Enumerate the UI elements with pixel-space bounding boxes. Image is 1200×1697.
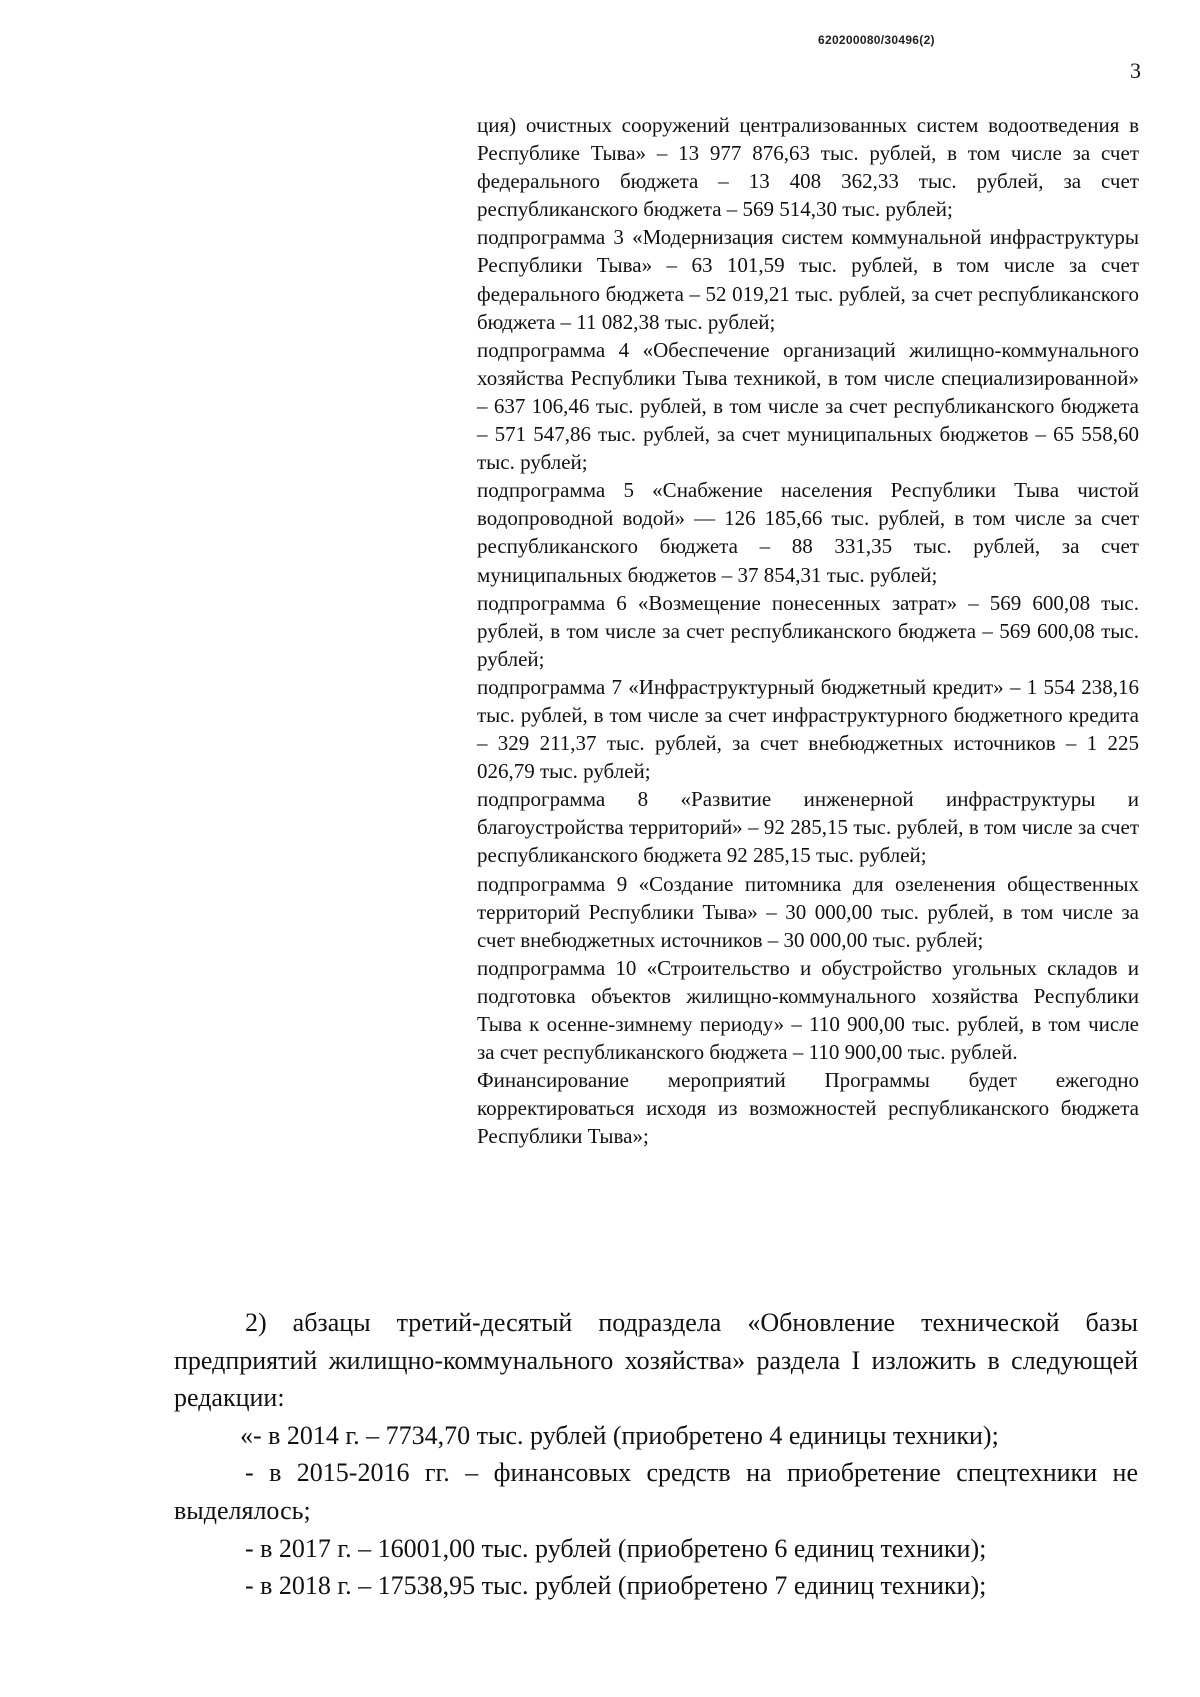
line-2018: - в 2018 г. – 17538,95 тыс. рублей (приобретено 7 единиц техники); xyxy=(245,1571,987,1601)
paragraph-subprogram-9: подпрограмма 9 «Создание питомника для озеленения общественных территорий Республики Тыва» – 30 000,00 тыс. рублей, в том числе за счет внебюджетных источников – 30 000,00 тыс. рублей; xyxy=(477,871,1139,952)
paragraph-subprogram-6: подпрограмма 6 «Возмещение понесенных затрат» – 569 600,08 тыс. рублей, в том числе за счет республиканского бюджета – 569 600,08 тыс. рублей; xyxy=(477,590,1139,671)
paragraph-subprogram-10: подпрограмма 10 «Строительство и обустройство угольных складов и подготовка объектов жилищно-коммунального хозяйства Республики Тыва к осенне-зимнему периоду» – 110 900,00 тыс. рублей, в том числе за счет республиканского бюджета – 110 900,00 тыс. рублей. xyxy=(477,955,1139,1065)
document-id: 620200080/30496(2) xyxy=(818,33,935,47)
paragraph-subprogram-2-tail: ция) очистных сооружений централизованных систем водоотведения в Республике Тыва» – 13 977 876,63 тыс. рублей, в том числе за счет федерального бюджета – 13 408 362,33 тыс. рублей, за счет республиканского бюджета – 569 514,30 тыс. рублей; xyxy=(477,113,1139,222)
amendment-block xyxy=(174,1304,1138,1605)
line-2017: - в 2017 г. – 16001,00 тыс. рублей (приобретено 6 единиц техники); xyxy=(245,1533,987,1563)
paragraph-subprogram-7: подпрограмма 7 «Инфраструктурный бюджетный кредит» – 1 554 238,16 тыс. рублей, в том числе за счет инфраструктурного бюджетного кредита – 329 211,37 тыс. рублей, за счет внебюджетных источников – 1 225 026,79 тыс. рублей; xyxy=(477,674,1139,784)
line-2015-2016: - в 2015-2016 гг. – финансовых средств на приобретение спецтехники не выделялось; xyxy=(174,1458,1138,1525)
paragraph-subprogram-4: подпрограмма 4 «Обеспечение организаций жилищно-коммунального хозяйства Республики Тыва техникой, в том числе специализированной» – 637 106,46 тыс. рублей, в том числе за счет республиканского бюджета – 571 547,86 тыс. рублей, за счет муниципальных бюджетов – 65 558,60 тыс. рублей; xyxy=(477,337,1139,475)
paragraph-financing-note: Финансирование мероприятий Программы будет ежегодно корректироваться исходя из возможностей республиканского бюджета Республики Тыва»; xyxy=(477,1068,1139,1149)
paragraph-subprogram-3: подпрограмма 3 «Модернизация систем коммунальной инфраструктуры Республики Тыва» – 63 101,59 тыс. рублей, в том числе за счет федерального бюджета – 52 019,21 тыс. рублей, за счет республиканского бюджета – 11 082,38 тыс. рублей; xyxy=(477,225,1139,334)
paragraph-subprogram-8: подпрограмма 8 «Развитие инженерной инфраструктуры и благоустройства территорий» – 92 285,15 тыс. рублей, в том числе за счет республиканского бюджета 92 285,15 тыс. рублей; xyxy=(477,787,1139,868)
line-2014: «- в 2014 г. – 7734,70 тыс. рублей (приобретено 4 единицы техники); xyxy=(240,1420,999,1450)
paragraph-item-2: 2) абзацы третий-десятый подраздела «Обновление технической базы предприятий жилищно-коммунального хозяйства» раздела I изложить в следующей редакции: xyxy=(174,1308,1138,1413)
program-funding-block xyxy=(477,111,1139,1150)
paragraph-subprogram-5: подпрограмма 5 «Снабжение населения Республики Тыва чистой водопроводной водой» — 126 185,66 тыс. рублей, в том числе за счет республиканского бюджета – 88 331,35 тыс. рублей, за счет муниципальных бюджетов – 37 854,31 тыс. рублей; xyxy=(477,478,1139,587)
page-number: 3 xyxy=(1130,58,1141,83)
